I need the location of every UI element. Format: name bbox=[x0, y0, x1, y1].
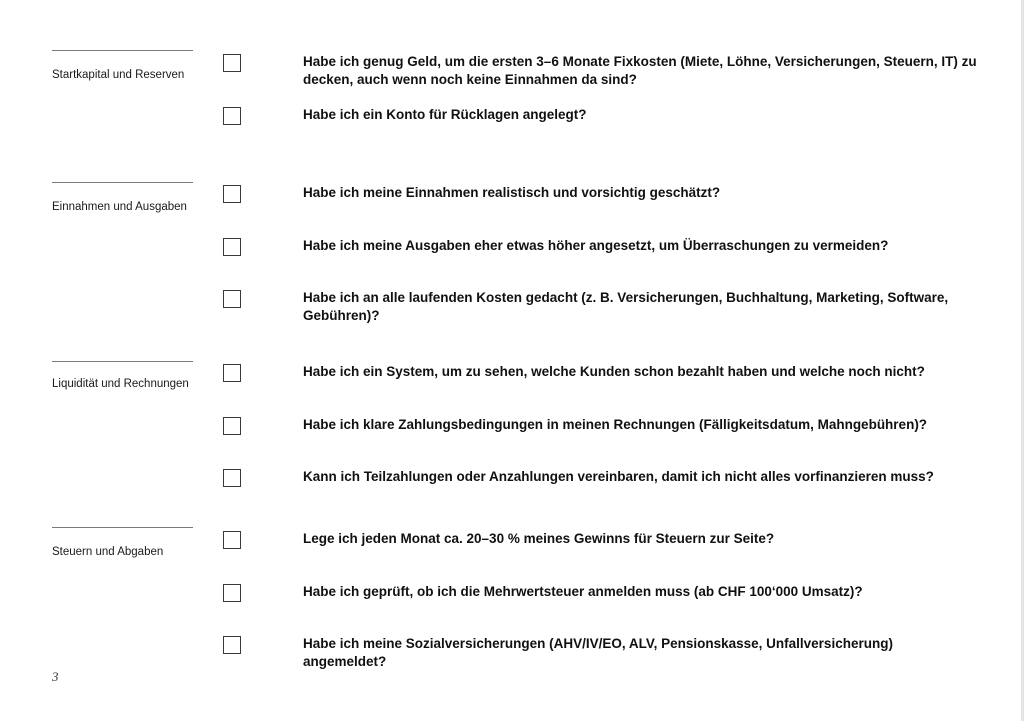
question-text: Habe ich an alle laufenden Kosten gedacht (z. B. Versicherungen, Buchhaltung, Marketing, Software, Gebühren)? bbox=[303, 290, 949, 323]
checkbox[interactable] bbox=[223, 469, 241, 487]
question-text: Habe ich klare Zahlungsbedingungen in meinen Rechnungen (Fälligkeitsdatum, Mahngebühren)? bbox=[303, 417, 928, 432]
question-text: Habe ich meine Sozialversicherungen (AHV/IV/EO, ALV, Pensionskasse, Unfallversicherung) angemeldet? bbox=[303, 636, 893, 669]
question-text: Habe ich meine Ausgaben eher etwas höher angesetzt, um Überraschungen zu vermeiden? bbox=[303, 238, 889, 253]
question-text: Habe ich geprüft, ob ich die Mehrwertsteuer anmelden muss (ab CHF 100‘000 Umsatz)? bbox=[303, 584, 863, 599]
section-label: Startkapital und Reserven bbox=[52, 69, 185, 81]
section-steuern bbox=[52, 527, 193, 560]
checkbox[interactable] bbox=[223, 54, 241, 72]
section-einnahmen bbox=[52, 182, 193, 215]
question-text: Habe ich genug Geld, um die ersten 3–6 Monate Fixkosten (Miete, Löhne, Versicherungen, Steuern, IT) zu decken, auch wenn noch keine Einnahmen da sind? bbox=[303, 54, 977, 87]
checkbox[interactable] bbox=[223, 107, 241, 125]
section-label: Einnahmen und Ausgaben bbox=[52, 201, 187, 213]
checkbox[interactable] bbox=[223, 584, 241, 602]
page-number: 3 bbox=[52, 669, 59, 684]
question-text: Habe ich ein System, um zu sehen, welche Kunden schon bezahlt haben und welche noch nicht? bbox=[303, 364, 925, 379]
checkbox[interactable] bbox=[223, 636, 241, 654]
section-startkapital bbox=[52, 50, 193, 83]
checkbox[interactable] bbox=[223, 238, 241, 256]
checkbox[interactable] bbox=[223, 417, 241, 435]
section-label: Steuern und Abgaben bbox=[52, 546, 164, 558]
question-text: Lege ich jeden Monat ca. 20–30 % meines Gewinns für Steuern zur Seite? bbox=[303, 531, 775, 546]
checkbox[interactable] bbox=[223, 290, 241, 308]
question-text: Habe ich meine Einnahmen realistisch und vorsichtig geschätzt? bbox=[303, 185, 721, 200]
checkbox[interactable] bbox=[223, 364, 241, 382]
section-liquiditaet bbox=[52, 361, 193, 392]
question-text: Kann ich Teilzahlungen oder Anzahlungen vereinbaren, damit ich nicht alles vorfinanzieren muss? bbox=[303, 469, 934, 484]
section-label: Liquidität und Rechnungen bbox=[52, 378, 189, 390]
question-text: Habe ich ein Konto für Rücklagen angelegt? bbox=[303, 107, 587, 122]
checkbox[interactable] bbox=[223, 185, 241, 203]
checkbox[interactable] bbox=[223, 531, 241, 549]
